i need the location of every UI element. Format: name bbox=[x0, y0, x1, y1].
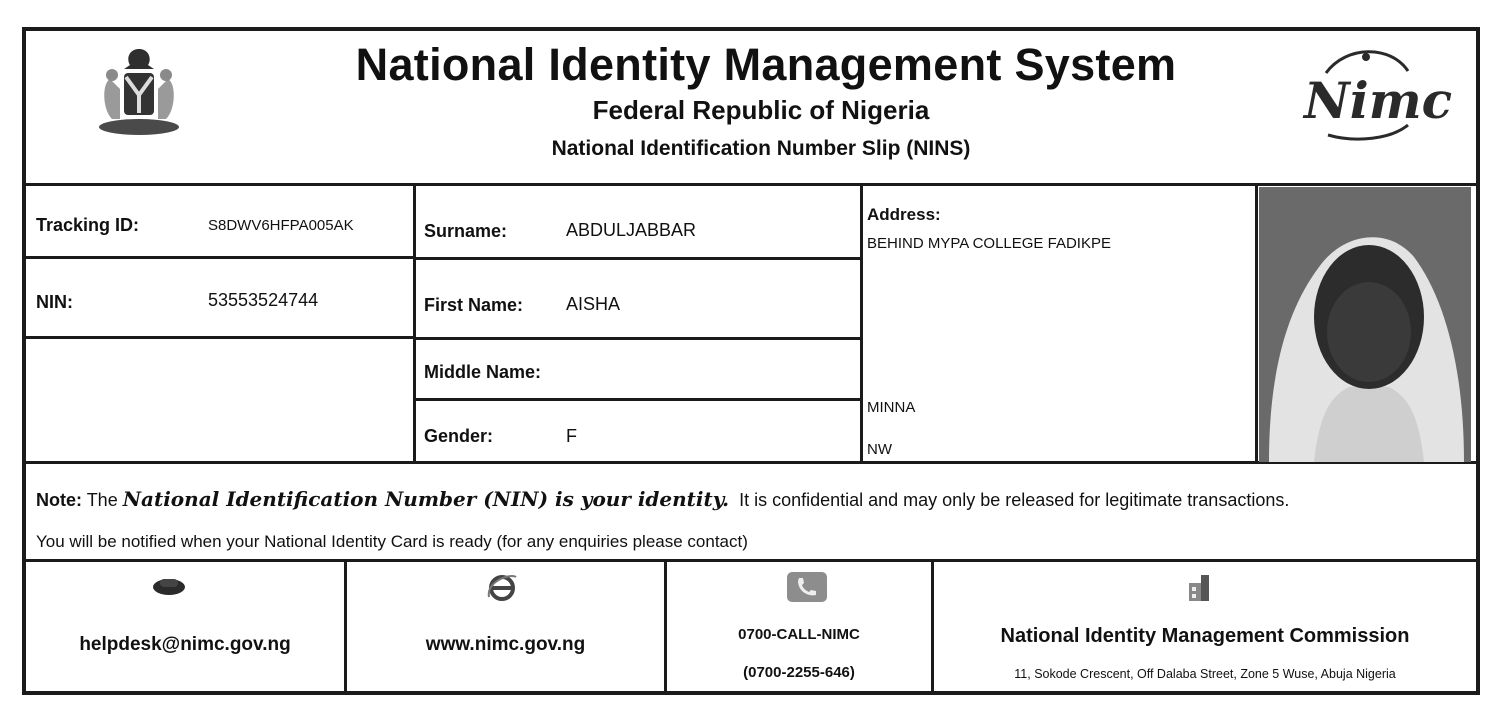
grid-divider bbox=[413, 337, 860, 340]
address-city: MINNA bbox=[867, 399, 916, 416]
gender-value: F bbox=[566, 426, 577, 446]
internet-explorer-icon bbox=[486, 571, 518, 603]
grid-divider bbox=[860, 183, 863, 461]
helpdesk-email: helpdesk@nimc.gov.ng bbox=[79, 634, 291, 655]
slip-title: National Identification Number Slip (NINS) bbox=[551, 137, 971, 160]
grid-divider bbox=[413, 183, 416, 461]
note-line bbox=[36, 487, 1289, 511]
grid-divider bbox=[413, 257, 860, 260]
footer-divider bbox=[344, 559, 347, 695]
nimc-logo-text: Nimc bbox=[1304, 71, 1453, 130]
nin-label: NIN: bbox=[36, 292, 73, 312]
org-address: 11, Sokode Crescent, Off Dalaba Street, Zone 5 Wuse, Abuja Nigeria bbox=[1014, 667, 1396, 681]
address-state: NW bbox=[867, 441, 892, 458]
address-line: BEHIND MYPA COLLEGE FADIKPE bbox=[867, 235, 1111, 252]
grid-divider bbox=[1255, 183, 1258, 461]
holder-photo bbox=[1259, 187, 1471, 462]
grid-divider bbox=[26, 336, 413, 339]
phone-number-digits: (0700-2255-646) bbox=[743, 664, 855, 681]
address-label: Address: bbox=[867, 205, 941, 224]
middle-name-label: Middle Name: bbox=[424, 362, 542, 382]
phone-number: 0700-CALL-NIMC bbox=[738, 626, 860, 643]
grid-divider bbox=[413, 398, 860, 401]
tracking-id-value: S8DWV6HFPA005AK bbox=[208, 217, 354, 234]
footer-divider bbox=[26, 559, 1476, 562]
grid-divider bbox=[26, 256, 413, 259]
org-name: National Identity Management Commission bbox=[1000, 625, 1410, 647]
nin-slip bbox=[22, 27, 1480, 695]
website-link[interactable]: www.nimc.gov.ng bbox=[425, 634, 586, 655]
note-rest: It is confidential and may only be released for legitimate transactions. bbox=[739, 490, 1290, 510]
tracking-id-label: Tracking ID: bbox=[36, 215, 140, 235]
page-subtitle: Federal Republic of Nigeria bbox=[592, 95, 930, 125]
note-prefix: Note: bbox=[36, 490, 82, 510]
first-name-label: First Name: bbox=[424, 295, 524, 315]
nimc-logo bbox=[1296, 43, 1453, 143]
first-name-value: AISHA bbox=[566, 294, 621, 314]
telephone-icon bbox=[786, 571, 828, 603]
gender-label: Gender: bbox=[424, 426, 494, 446]
note-emphasis: National Identification Number (NIN) is your identity. bbox=[122, 487, 730, 511]
slip-header bbox=[26, 31, 1476, 186]
photo-image bbox=[1259, 187, 1471, 462]
phone-handset-icon bbox=[152, 575, 186, 597]
page-title: National Identity Management System bbox=[355, 39, 1177, 90]
office-building-icon bbox=[1186, 573, 1212, 603]
note-notification: You will be notified when your National Identity Card is ready (for any enquiries please contact) bbox=[36, 532, 748, 551]
nin-value: 53553524744 bbox=[208, 290, 319, 310]
surname-label: Surname: bbox=[424, 221, 508, 241]
surname-value: ABDULJABBAR bbox=[566, 220, 697, 240]
note-the: The bbox=[86, 490, 118, 510]
